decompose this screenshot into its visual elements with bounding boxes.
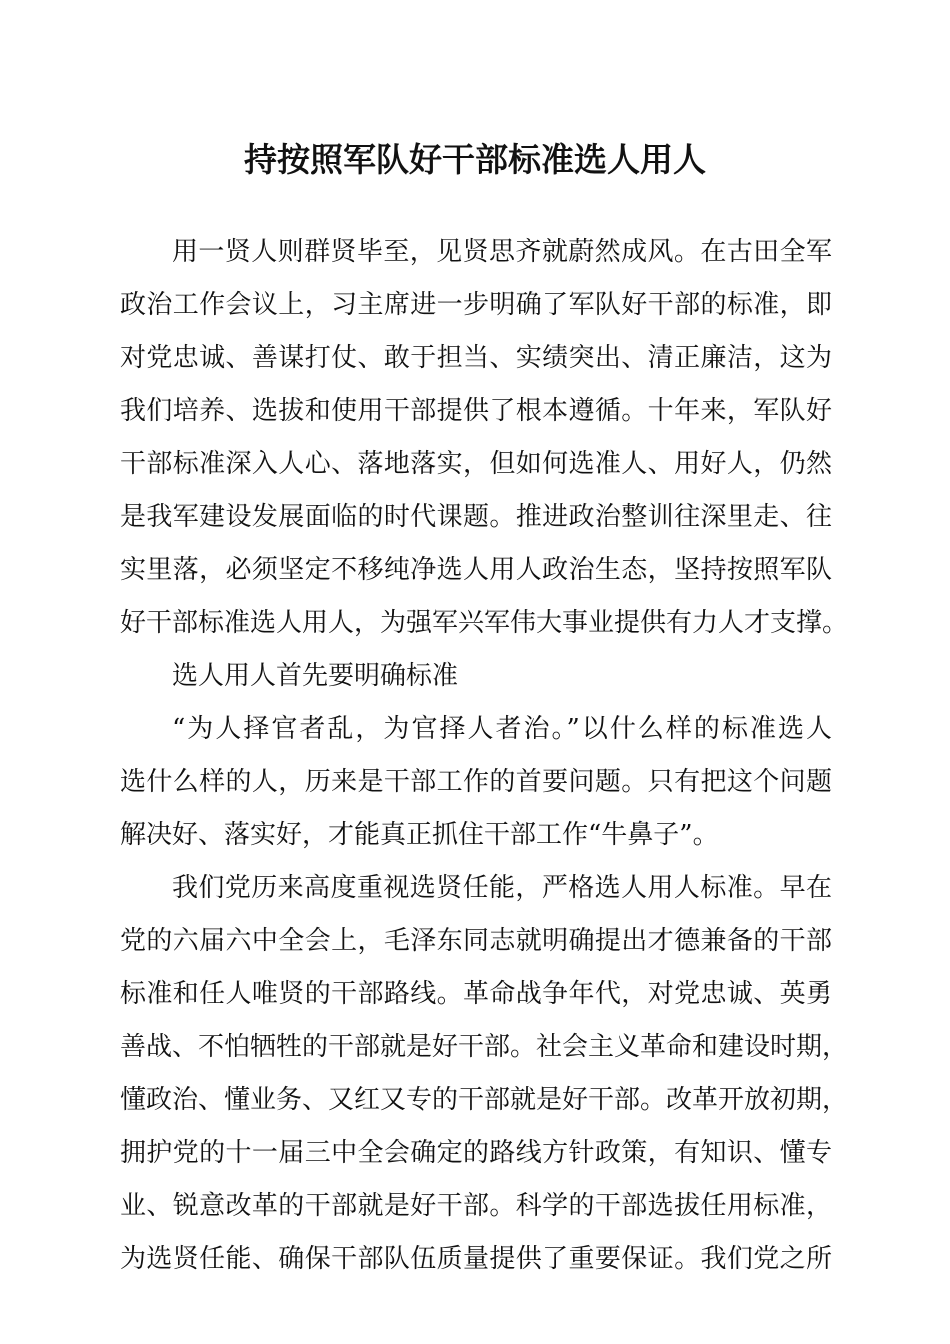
document-body [120, 226, 849, 1286]
paragraph-line: 对党忠诚、善谋打仗、敢于担当、实绩突出、清正廉洁，这为 [120, 343, 832, 373]
paragraph-line: 标准和任人唯贤的干部路线。革命战争年代，对党忠诚、英勇 [120, 979, 832, 1009]
paragraph-line: 拥护党的十一届三中全会确定的路线方针政策，有知识、懂专 [120, 1138, 832, 1168]
document-title: 持按照军队好干部标准选人用人 [244, 140, 706, 179]
paragraph-line: 政治工作会议上，习主席进一步明确了军队好干部的标准，即 [120, 290, 832, 320]
paragraph-line: 懂政治、懂业务、又红又专的干部就是好干部。改革开放初期， [120, 1085, 849, 1115]
paragraph-line: 业、锐意改革的干部就是好干部。科学的干部选拔任用标准， [120, 1191, 832, 1221]
paragraph-line: 选什么样的人，历来是干部工作的首要问题。只有把这个问题 [120, 767, 832, 797]
paragraph-line: “为人择官者乱，为官择人者治。”以什么样的标准选人 [172, 714, 832, 744]
paragraph-line: 为选贤任能、确保干部队伍质量提供了重要保证。我们党之所 [120, 1244, 832, 1274]
paragraph-line: 解决好、落实好，才能真正抓住干部工作“牛鼻子”。 [120, 820, 719, 850]
paragraph-line: 是我军建设发展面临的时代课题。推进政治整训往深里走、往 [120, 502, 832, 532]
paragraph-line: 善战、不怕牺牲的干部就是好干部。社会主义革命和建设时期， [120, 1032, 849, 1062]
section-heading: 选人用人首先要明确标准 [172, 661, 459, 691]
paragraph-line: 用一贤人则群贤毕至，见贤思齐就蔚然成风。在古田全军 [172, 237, 832, 267]
paragraph-line: 好干部标准选人用人，为强军兴军伟大事业提供有力人才支撑。 [120, 608, 849, 638]
paragraph-line: 党的六届六中全会上，毛泽东同志就明确提出才德兼备的干部 [120, 926, 832, 956]
paragraph-line: 我们党历来高度重视选贤任能，严格选人用人标准。早在 [172, 873, 832, 903]
paragraph-line: 实里落，必须坚定不移纯净选人用人政治生态，坚持按照军队 [120, 555, 832, 585]
paragraph-line: 干部标准深入人心、落地落实，但如何选准人、用好人，仍然 [120, 449, 832, 479]
paragraph-line: 我们培养、选拔和使用干部提供了根本遵循。十年来，军队好 [120, 396, 832, 426]
